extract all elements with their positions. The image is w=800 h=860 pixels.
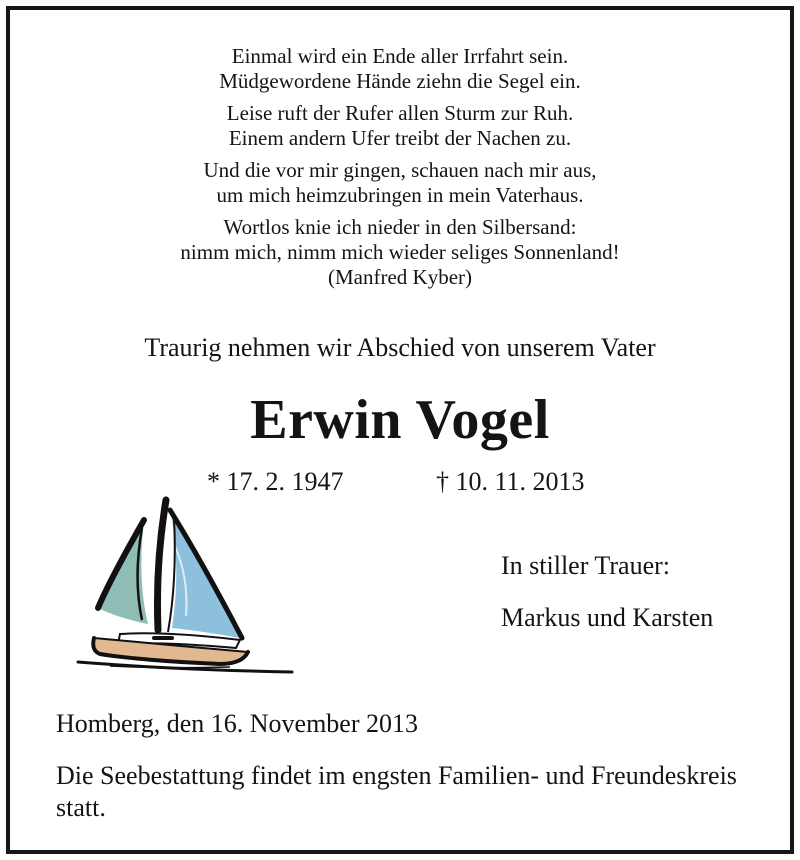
poem-line: Einmal wird ein Ende aller Irrfahrt sein. xyxy=(231,44,569,68)
obituary-frame xyxy=(6,6,794,854)
deceased-name: Erwin Vogel xyxy=(250,389,550,451)
poem-line: nimm mich, nimm mich wieder seliges Sonnenland! xyxy=(180,240,620,264)
mourning-label: In stiller Trauer: xyxy=(501,551,670,580)
poem-author: (Manfred Kyber) xyxy=(327,265,473,289)
poem-stanza-2 xyxy=(10,101,790,151)
poem-line: Müdgewordene Hände ziehn die Segel ein. xyxy=(219,69,581,93)
poem-line: Einem andern Ufer treibt der Nachen zu. xyxy=(228,126,572,150)
place-and-date: Homberg, den 16. November 2013 xyxy=(56,709,419,738)
sailboat-icon xyxy=(70,488,300,678)
poem-line: um mich heimzubringen in mein Vaterhaus. xyxy=(216,183,584,207)
mast xyxy=(157,500,166,630)
burial-note: Die Seebestattung findet im engsten Familien- und Freundeskreis statt. xyxy=(56,761,737,822)
poem-stanza-3 xyxy=(10,158,790,208)
poem-line: Leise ruft der Rufer allen Sturm zur Ruh. xyxy=(226,101,574,125)
birth-date: * 17. 2. 1947 xyxy=(207,467,344,496)
mourners-names: Markus und Karsten xyxy=(501,603,714,632)
farewell-intro: Traurig nehmen wir Abschied von unserem Vater xyxy=(144,333,656,362)
poem-stanza-4 xyxy=(10,215,790,265)
poem-line: Und die vor mir gingen, schauen nach mir aus, xyxy=(203,158,597,182)
poem-stanza-1 xyxy=(10,44,790,94)
death-date: † 10. 11. 2013 xyxy=(436,467,585,496)
poem xyxy=(10,44,790,290)
poem-line: Wortlos knie ich nieder in den Silbersand: xyxy=(223,215,577,239)
